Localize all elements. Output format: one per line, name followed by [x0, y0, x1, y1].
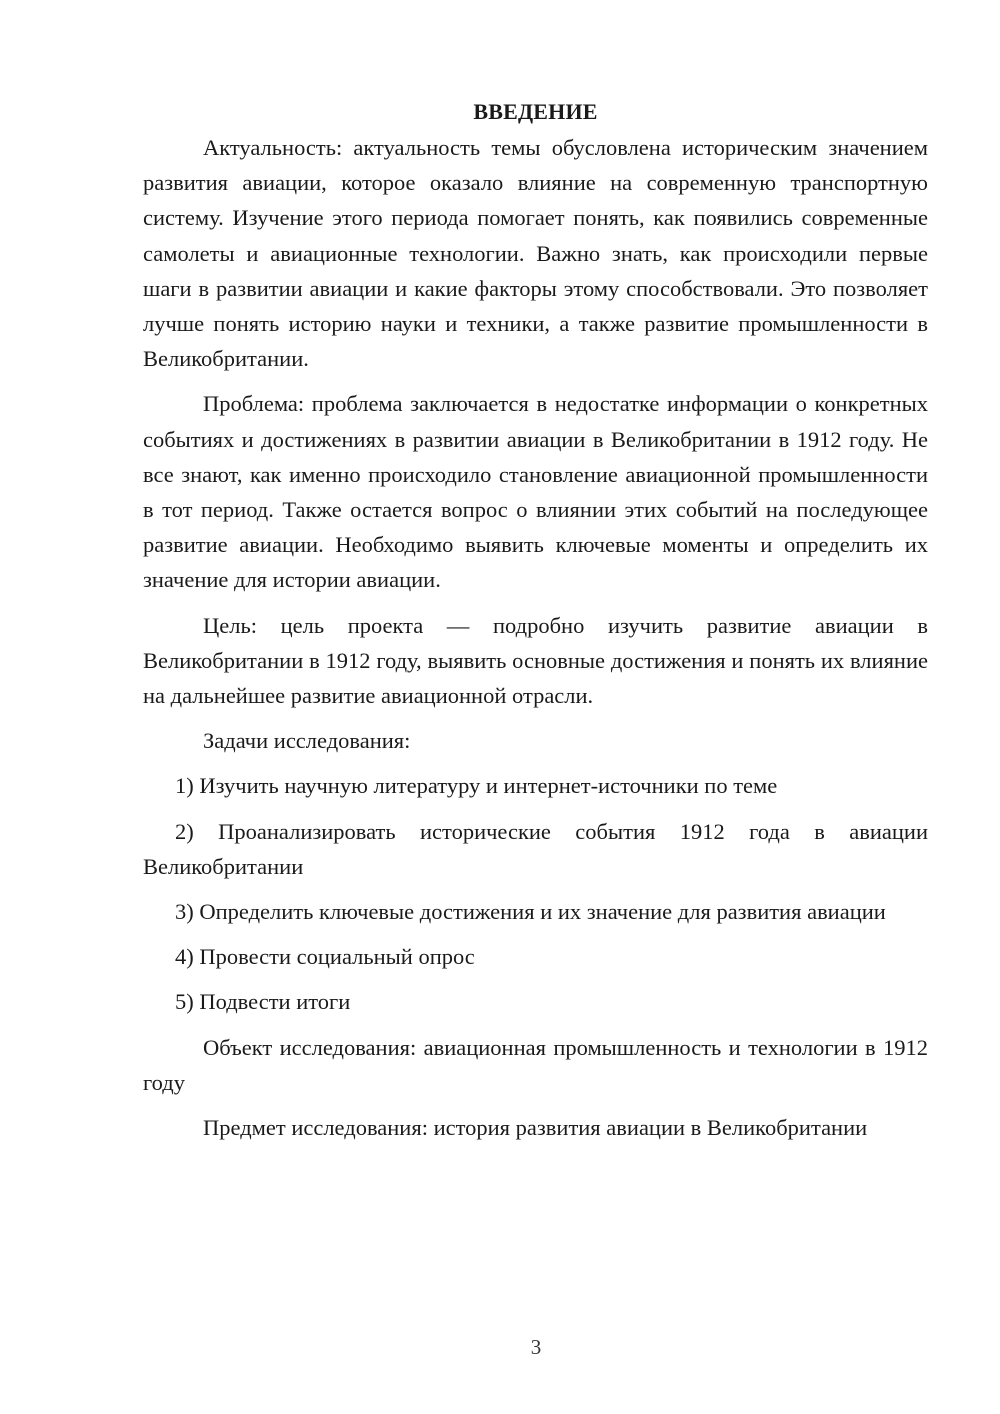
- paragraph-object: Объект исследования: авиационная промышленность и технологии в 1912 году: [143, 1034, 928, 1095]
- document-page: [143, 94, 928, 1145]
- task-item-1: 1) Изучить научную литературу и интернет-источники по теме: [175, 773, 778, 799]
- task-item-4: 4) Провести социальный опрос: [175, 944, 475, 970]
- tasks-heading: Задачи исследования:: [203, 728, 411, 754]
- paragraph-relevance: Актуальность: актуальность темы обусловлена историческим значением развития авиации, которое оказало влияние на современную транспортную систему. Изучение этого периода помогает понять, как появились современные самолеты и авиационные технологии. Важно знать, как происходили первые шаги в развитии авиации и какие факторы этому способствовали. Это позволяет лучше понять историю науки и техники, а также развитие промышленности в Великобритании.: [143, 135, 928, 372]
- section-title: ВВЕДЕНИЕ: [473, 99, 598, 124]
- task-item-3: 3) Определить ключевые достижения и их значение для развития авиации: [175, 899, 886, 925]
- task-item-2: 2) Проанализировать исторические события 1912 года в авиации Великобритании: [143, 818, 928, 879]
- paragraph-goal: Цель: цель проекта — подробно изучить развитие авиации в Великобритании в 1912 году, выявить основные достижения и понять их влияние на дальнейшее развитие авиационной отрасли.: [143, 612, 928, 709]
- task-item-5: 5) Подвести итоги: [175, 989, 351, 1015]
- paragraph-problem: Проблема: проблема заключается в недостатке информации о конкретных событиях и достижениях в развитии авиации в Великобритании в 1912 году. Не все знают, как именно происходило становление авиационной промышленности в тот период. Также остается вопрос о влиянии этих событий на последующее развитие авиации. Необходимо выявить ключевые моменты и определить их значение для истории авиации.: [143, 391, 928, 593]
- paragraph-subject: Предмет исследования: история развития авиации в Великобритании: [203, 1115, 868, 1141]
- page-number: 3: [530, 1335, 542, 1359]
